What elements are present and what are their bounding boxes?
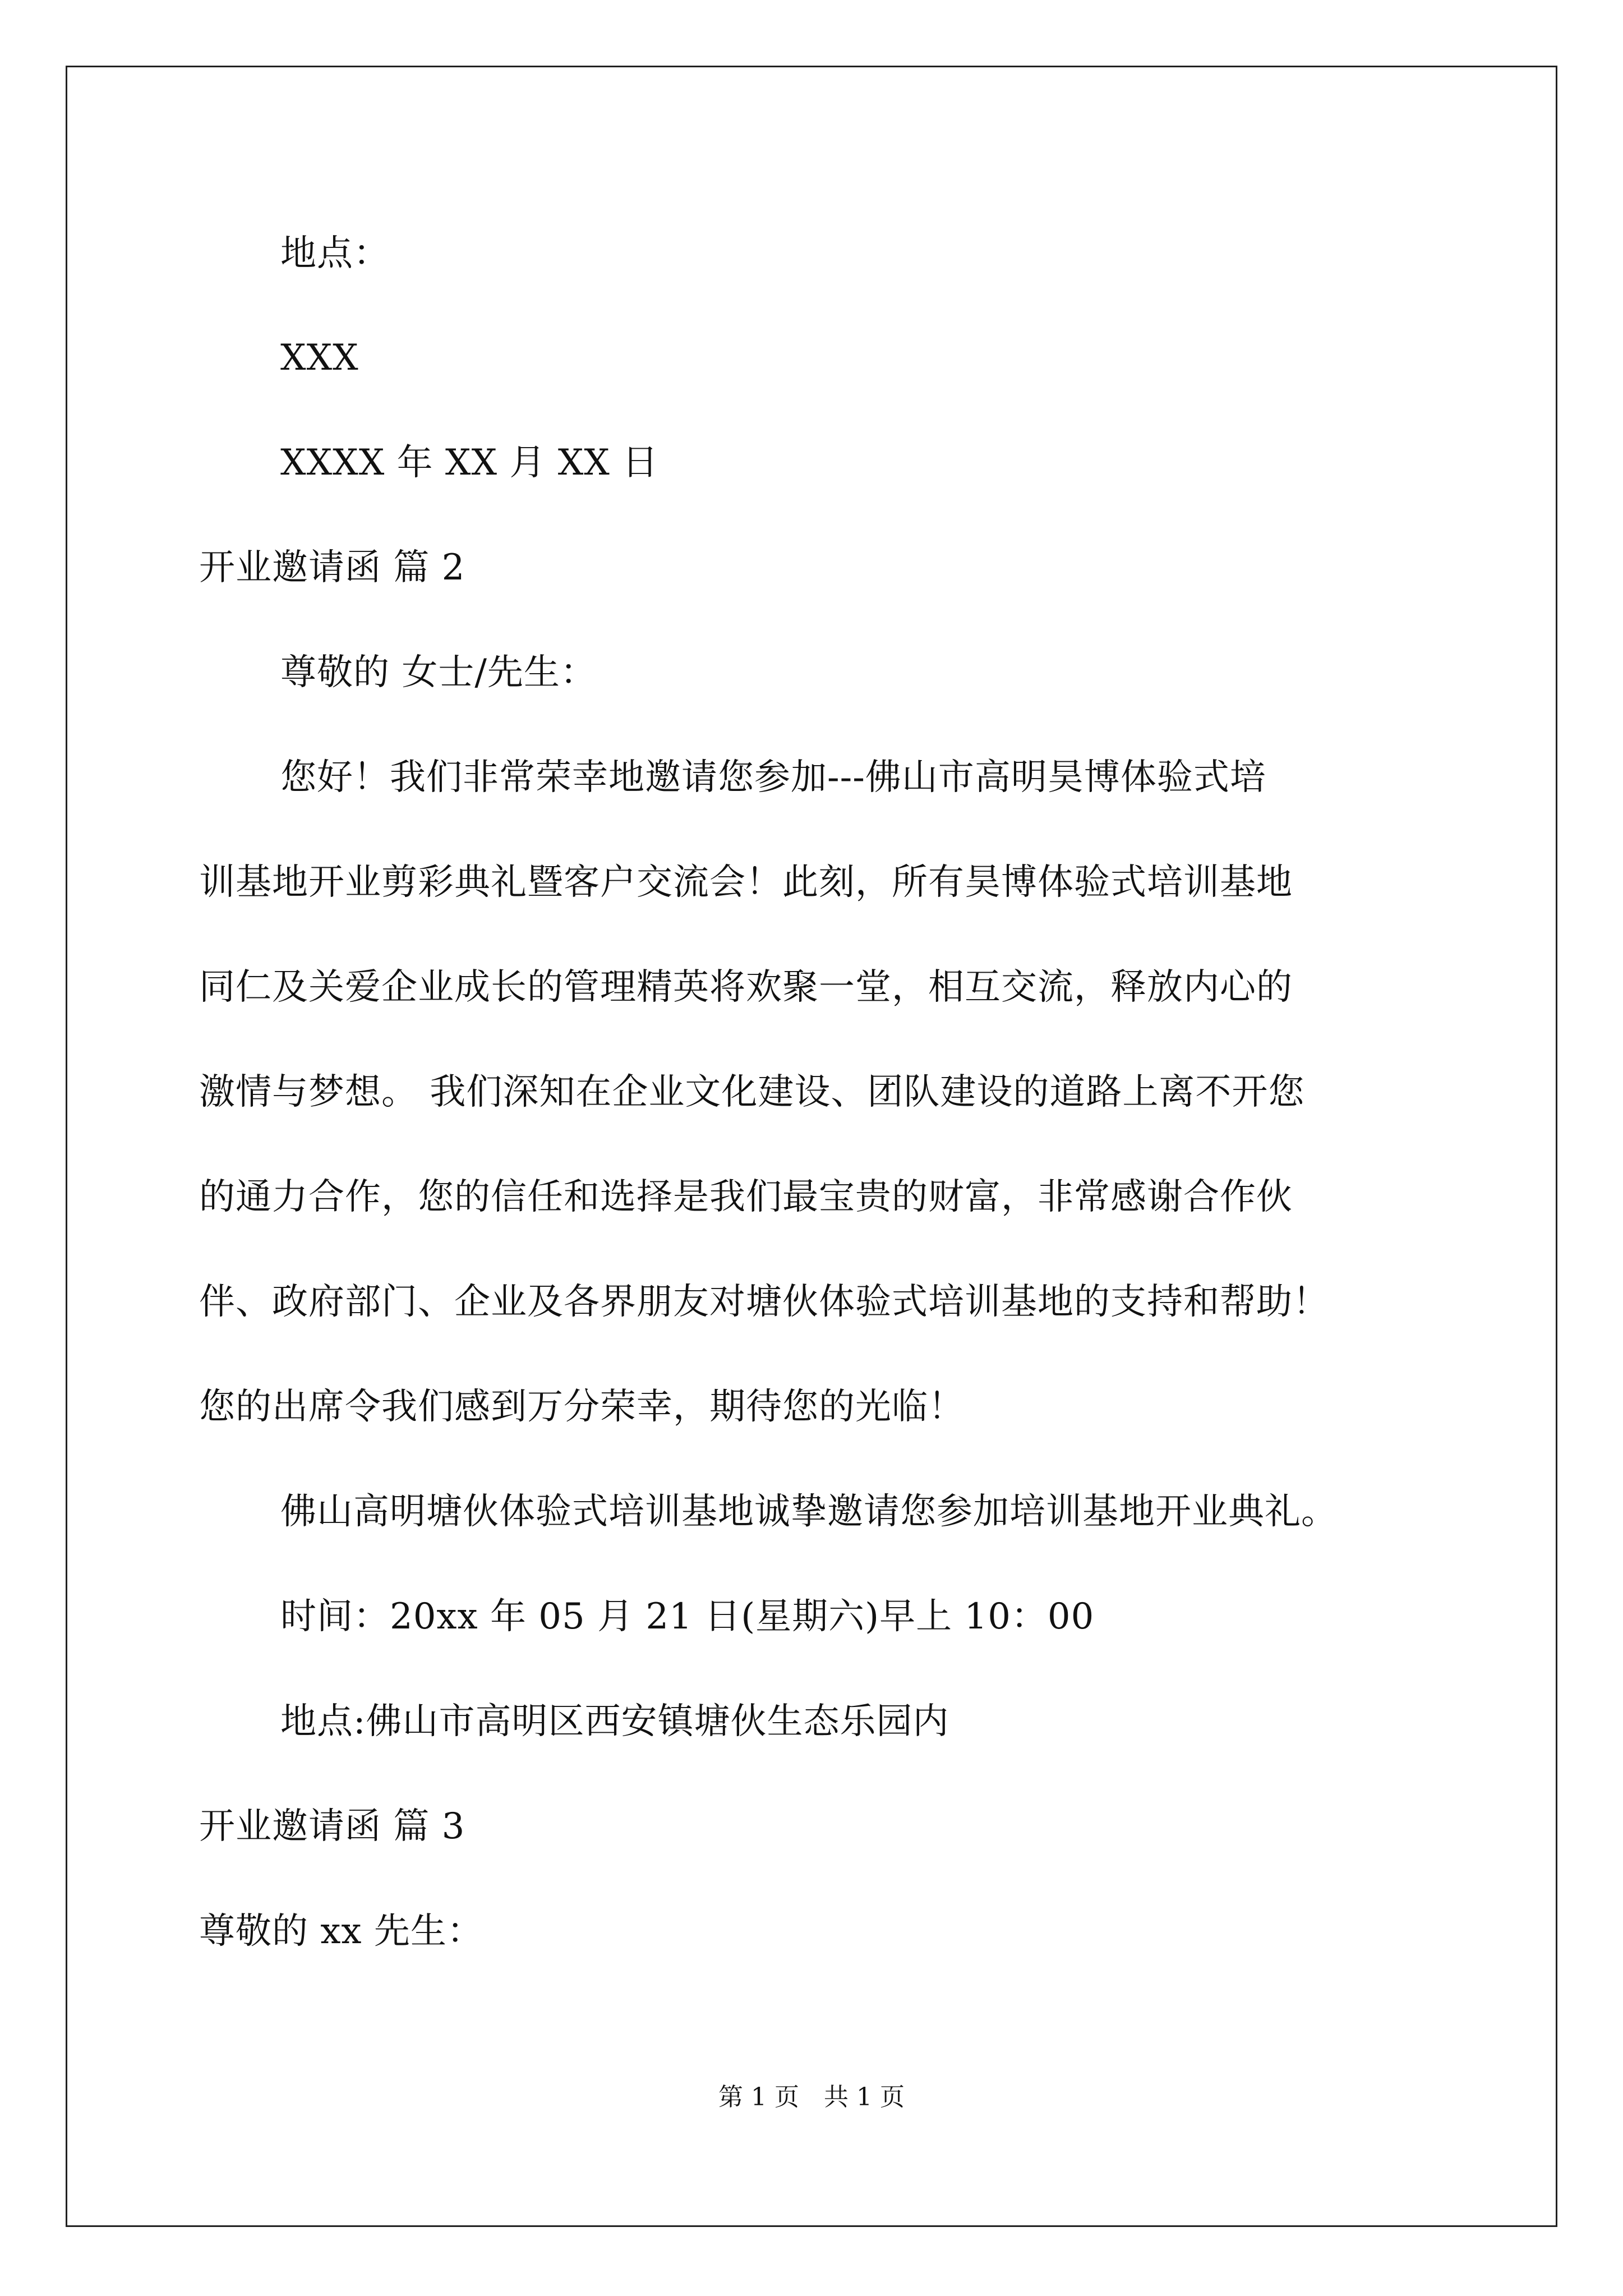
sender-name: XXX — [280, 337, 359, 379]
page-border — [66, 66, 1557, 2227]
event-location: 地点:佛山市高明区西安镇塘伙生态乐园内 — [280, 1701, 949, 1742]
body-paragraph-line: 伴、政府部门、企业及各界朋友对塘伙体验式培训基地的支持和帮助！ — [199, 1281, 1329, 1323]
body-paragraph-line: 您好！我们非常荣幸地邀请您参加---佛山市高明昊博体验式培 — [280, 757, 1266, 798]
section-heading-2: 开业邀请函 篇 2 — [199, 547, 465, 588]
body-paragraph-line: 同仁及关爱企业成长的管理精英将欢聚一堂，相互交流，释放内心的 — [199, 967, 1293, 1008]
body-paragraph-line: 的通力合作，您的信任和选择是我们最宝贵的财富，非常感谢合作伙 — [199, 1176, 1293, 1218]
invitation-sentence: 佛山高明塘伙体验式培训基地诚挚邀请您参加培训基地开业典礼。 — [280, 1491, 1338, 1533]
section-heading-3: 开业邀请函 篇 3 — [199, 1806, 465, 1847]
event-time: 时间：20xx 年 05 月 21 日(星期六)早上 10：00 — [280, 1596, 1095, 1637]
page-number: 第 1 页 共 1 页 — [718, 2083, 905, 2111]
salutation: 尊敬的 xx 先生： — [199, 1911, 483, 1952]
letter-date: XXXX 年 XX 月 XX 日 — [280, 442, 659, 484]
body-paragraph-line: 您的出席令我们感到万分荣幸，期待您的光临！ — [199, 1386, 965, 1428]
location-label: 地点： — [280, 233, 390, 274]
body-paragraph-line: 激情与梦想。 我们深知在企业文化建设、团队建设的道路上离不开您 — [199, 1071, 1305, 1113]
body-paragraph-line: 训基地开业剪彩典礼暨客户交流会！此刻，所有昊博体验式培训基地 — [199, 862, 1293, 903]
salutation: 尊敬的 女士/先生： — [280, 652, 597, 693]
